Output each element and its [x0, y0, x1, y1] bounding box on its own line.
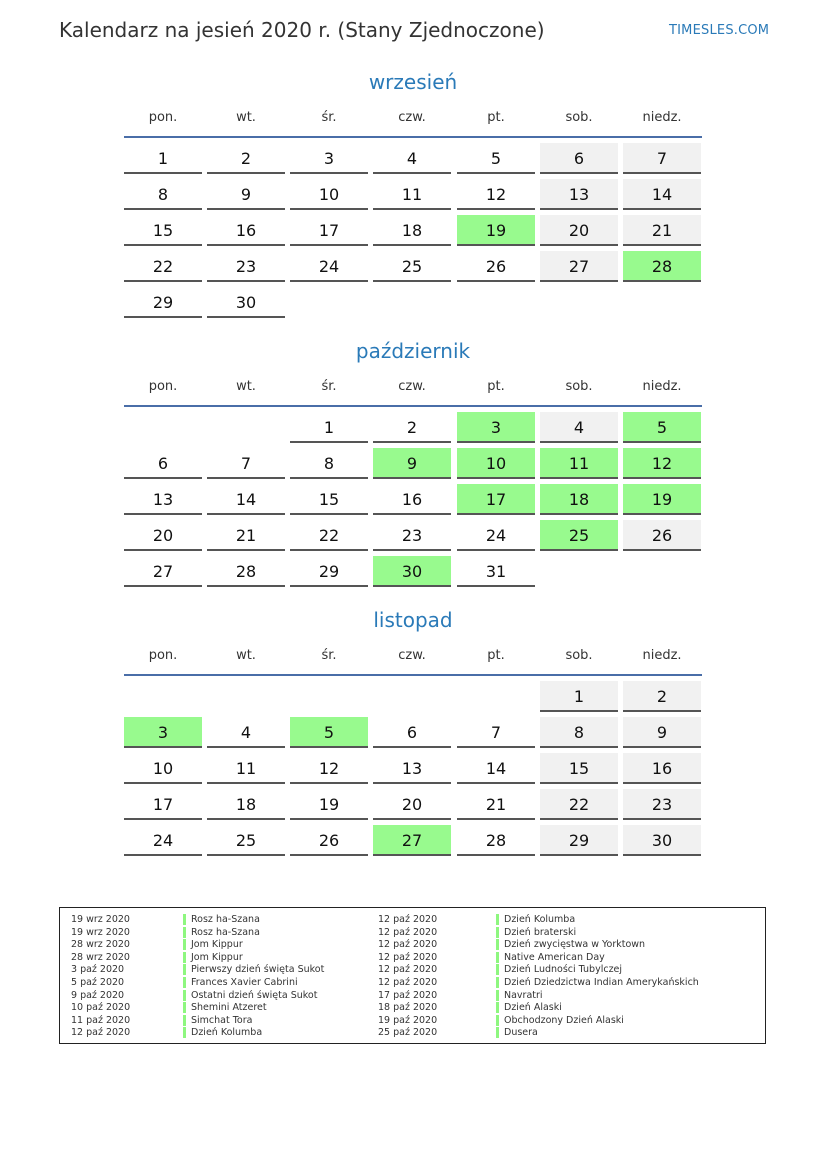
- legend-color-marker: [496, 939, 499, 950]
- weekday-header: wt.: [236, 379, 256, 394]
- legend-date: 28 wrz 2020: [71, 951, 130, 963]
- weekday-header: śr.: [321, 648, 337, 663]
- legend-date: 18 paź 2020: [378, 1002, 438, 1014]
- day-cell[interactable]: 15: [124, 215, 202, 246]
- legend-date: 12 paź 2020: [378, 914, 438, 925]
- day-cell[interactable]: 25: [207, 825, 285, 856]
- legend-date: 12 paź 2020: [378, 926, 438, 938]
- day-cell[interactable]: 13: [124, 484, 202, 515]
- day-cell[interactable]: 17: [290, 215, 368, 246]
- day-cell[interactable]: 12: [623, 448, 701, 479]
- day-cell[interactable]: 8: [540, 717, 618, 748]
- month-divider: [124, 136, 702, 138]
- legend-holiday-name: Dzień Kolumba: [504, 914, 576, 925]
- weekday-header: sob.: [565, 379, 593, 394]
- holiday-legend: [59, 907, 766, 1044]
- legend-holiday-name: Jom Kippur: [191, 951, 243, 963]
- day-cell[interactable]: 9: [207, 179, 285, 210]
- day-cell[interactable]: 6: [540, 143, 618, 174]
- legend-color-marker: [496, 990, 499, 1001]
- legend-row: [60, 927, 760, 939]
- day-cell[interactable]: 5: [457, 143, 535, 174]
- day-cell[interactable]: 11: [207, 753, 285, 784]
- legend-color-marker: [496, 952, 499, 963]
- brand-link[interactable]: TIMESLES.COM: [669, 23, 770, 38]
- month-divider: [124, 405, 702, 407]
- legend-row: [60, 964, 760, 976]
- day-cell[interactable]: 15: [290, 484, 368, 515]
- day-cell[interactable]: 23: [207, 251, 285, 282]
- legend-date: 19 paź 2020: [378, 1014, 438, 1026]
- month-1: [124, 70, 702, 370]
- day-cell[interactable]: 10: [124, 753, 202, 784]
- legend-date: 28 wrz 2020: [71, 939, 130, 951]
- month-3: [124, 608, 702, 908]
- day-cell[interactable]: 30: [373, 556, 451, 587]
- day-cell[interactable]: 15: [540, 753, 618, 784]
- day-cell[interactable]: 21: [207, 520, 285, 551]
- legend-holiday-name: Dzień Ludności Tubylczej: [504, 964, 623, 976]
- day-cell[interactable]: 2: [207, 143, 285, 174]
- day-cell[interactable]: 29: [540, 825, 618, 856]
- day-cell[interactable]: 21: [457, 789, 535, 820]
- legend-holiday-name: Dzień zwycięstwa w Yorktown: [504, 939, 646, 951]
- day-cell[interactable]: 29: [124, 287, 202, 318]
- day-cell[interactable]: 11: [373, 179, 451, 210]
- day-cell[interactable]: 27: [540, 251, 618, 282]
- day-cell[interactable]: 14: [623, 179, 701, 210]
- legend-color-marker: [496, 1027, 499, 1038]
- weekday-header: czw.: [398, 648, 426, 663]
- legend-color-marker: [496, 977, 499, 988]
- day-cell[interactable]: 17: [457, 484, 535, 515]
- day-cell[interactable]: 7: [457, 717, 535, 748]
- day-cell[interactable]: 9: [623, 717, 701, 748]
- legend-date: 10 paź 2020: [71, 1002, 131, 1014]
- legend-date: 5 paź 2020: [71, 977, 125, 988]
- day-cell[interactable]: 31: [457, 556, 535, 587]
- legend-color-marker: [496, 914, 499, 925]
- legend-holiday-name: Frances Xavier Cabrini: [191, 977, 298, 988]
- day-cell[interactable]: 11: [540, 448, 618, 479]
- legend-color-marker: [496, 1015, 499, 1026]
- legend-holiday-name: Dzień Kolumba: [191, 1027, 263, 1039]
- legend-color-marker: [496, 1002, 499, 1013]
- day-cell[interactable]: 7: [207, 448, 285, 479]
- legend-row: [60, 1027, 760, 1039]
- legend-holiday-name: Shemini Atzeret: [191, 1002, 267, 1014]
- legend-row: [60, 952, 760, 964]
- legend-row: [60, 939, 760, 951]
- weekday-header: pt.: [487, 379, 505, 394]
- legend-date: 12 paź 2020: [378, 951, 438, 963]
- legend-date: 12 paź 2020: [378, 939, 438, 951]
- day-cell[interactable]: 10: [457, 448, 535, 479]
- day-cell[interactable]: 16: [373, 484, 451, 515]
- day-cell[interactable]: 23: [373, 520, 451, 551]
- day-cell[interactable]: 2: [623, 681, 701, 712]
- legend-date: 12 paź 2020: [71, 1027, 131, 1039]
- day-cell[interactable]: 18: [373, 215, 451, 246]
- day-cell[interactable]: 7: [623, 143, 701, 174]
- legend-holiday-name: Rosz ha-Szana: [191, 914, 260, 925]
- day-cell[interactable]: 10: [290, 179, 368, 210]
- legend-row: [60, 977, 760, 989]
- legend-row: [60, 914, 760, 926]
- month-2: [124, 339, 702, 639]
- weekday-header: wt.: [236, 648, 256, 663]
- day-cell[interactable]: 16: [207, 215, 285, 246]
- day-cell[interactable]: 27: [124, 556, 202, 587]
- day-cell[interactable]: 27: [373, 825, 451, 856]
- month-title: wrzesień: [368, 70, 458, 94]
- day-cell[interactable]: 24: [124, 825, 202, 856]
- legend-holiday-name: Obchodzony Dzień Alaski: [504, 1014, 624, 1026]
- legend-row: [60, 1002, 760, 1014]
- legend-date: 17 paź 2020: [378, 989, 438, 1001]
- legend-holiday-name: Dzień braterski: [504, 926, 577, 938]
- legend-date: 9 paź 2020: [71, 989, 125, 1001]
- day-cell[interactable]: 13: [540, 179, 618, 210]
- weekday-header: pon.: [148, 648, 178, 663]
- day-cell[interactable]: 1: [290, 412, 368, 443]
- legend-date: 11 paź 2020: [71, 1014, 131, 1026]
- day-cell[interactable]: 4: [207, 717, 285, 748]
- weekday-header: niedz.: [642, 110, 682, 125]
- day-cell[interactable]: 25: [373, 251, 451, 282]
- day-cell[interactable]: 3: [124, 717, 202, 748]
- day-cell[interactable]: 12: [290, 753, 368, 784]
- day-cell[interactable]: 26: [623, 520, 701, 551]
- weekday-header: pon.: [148, 110, 178, 125]
- day-cell[interactable]: 28: [623, 251, 701, 282]
- legend-date: 19 wrz 2020: [71, 926, 130, 938]
- day-cell[interactable]: 1: [540, 681, 618, 712]
- day-cell[interactable]: 12: [457, 179, 535, 210]
- weekday-header: pt.: [487, 110, 505, 125]
- weekday-header: czw.: [398, 379, 426, 394]
- weekday-header: wt.: [236, 110, 256, 125]
- day-cell[interactable]: 9: [373, 448, 451, 479]
- day-cell[interactable]: 13: [373, 753, 451, 784]
- day-cell[interactable]: 22: [124, 251, 202, 282]
- weekday-header: sob.: [565, 110, 593, 125]
- day-cell[interactable]: 6: [124, 448, 202, 479]
- weekday-header: pt.: [487, 648, 505, 663]
- day-cell[interactable]: 8: [124, 179, 202, 210]
- day-cell[interactable]: 24: [290, 251, 368, 282]
- day-cell[interactable]: 17: [124, 789, 202, 820]
- day-cell[interactable]: 30: [207, 287, 285, 318]
- weekday-header: niedz.: [642, 648, 682, 663]
- day-cell[interactable]: 18: [207, 789, 285, 820]
- weekday-header: śr.: [321, 110, 337, 125]
- legend-date: 25 paź 2020: [378, 1027, 438, 1039]
- legend-color-marker: [496, 964, 499, 975]
- day-cell[interactable]: 23: [623, 789, 701, 820]
- day-cell[interactable]: 26: [290, 825, 368, 856]
- weekday-header: pon.: [148, 379, 178, 394]
- day-cell[interactable]: 18: [540, 484, 618, 515]
- day-cell[interactable]: 16: [623, 753, 701, 784]
- legend-holiday-name: Rosz ha-Szana: [191, 926, 260, 938]
- legend-holiday-name: Dzień Dziedzictwa Indian Amerykańskich: [504, 977, 699, 988]
- legend-date: 12 paź 2020: [378, 964, 438, 976]
- day-cell[interactable]: 20: [373, 789, 451, 820]
- day-cell[interactable]: 29: [290, 556, 368, 587]
- day-cell[interactable]: 6: [373, 717, 451, 748]
- page-title: Kalendarz na jesień 2020 r. (Stany Zjednoczone): [59, 18, 545, 42]
- day-cell[interactable]: 22: [540, 789, 618, 820]
- legend-holiday-name: Simchat Tora: [191, 1014, 253, 1026]
- day-cell[interactable]: 19: [623, 484, 701, 515]
- legend-holiday-name: Navratri: [504, 989, 543, 1001]
- day-cell[interactable]: 5: [290, 717, 368, 748]
- day-cell[interactable]: 4: [373, 143, 451, 174]
- day-cell[interactable]: 20: [540, 215, 618, 246]
- legend-holiday-name: Jom Kippur: [191, 939, 243, 951]
- day-cell[interactable]: 28: [207, 556, 285, 587]
- weekday-header: sob.: [565, 648, 593, 663]
- weekday-header: niedz.: [642, 379, 682, 394]
- day-cell[interactable]: 24: [457, 520, 535, 551]
- day-cell[interactable]: 28: [457, 825, 535, 856]
- day-cell[interactable]: 22: [290, 520, 368, 551]
- day-cell[interactable]: 26: [457, 251, 535, 282]
- day-cell[interactable]: 25: [540, 520, 618, 551]
- day-cell[interactable]: 30: [623, 825, 701, 856]
- day-cell[interactable]: 5: [623, 412, 701, 443]
- legend-row: [60, 1015, 760, 1027]
- month-divider: [124, 674, 702, 676]
- day-cell[interactable]: 4: [540, 412, 618, 443]
- day-cell[interactable]: 20: [124, 520, 202, 551]
- day-cell[interactable]: 19: [290, 789, 368, 820]
- day-cell[interactable]: 8: [290, 448, 368, 479]
- month-title: listopad: [373, 608, 453, 632]
- day-cell[interactable]: 19: [457, 215, 535, 246]
- legend-color-marker: [496, 927, 499, 938]
- legend-holiday-name: Native American Day: [504, 951, 605, 963]
- weekday-header: śr.: [321, 379, 337, 394]
- day-cell[interactable]: 14: [457, 753, 535, 784]
- legend-holiday-name: Dusera: [504, 1027, 538, 1039]
- day-cell[interactable]: 14: [207, 484, 285, 515]
- legend-row: [60, 990, 760, 1002]
- legend-holiday-name: Ostatni dzień święta Sukot: [191, 989, 318, 1001]
- legend-date: 19 wrz 2020: [71, 914, 130, 925]
- day-cell[interactable]: 21: [623, 215, 701, 246]
- day-cell[interactable]: 3: [290, 143, 368, 174]
- legend-holiday-name: Dzień Alaski: [504, 1002, 562, 1014]
- day-cell[interactable]: 2: [373, 412, 451, 443]
- month-title: październik: [355, 339, 471, 363]
- weekday-header: czw.: [398, 110, 426, 125]
- legend-holiday-name: Pierwszy dzień święta Sukot: [191, 964, 325, 976]
- legend-date: 3 paź 2020: [71, 964, 125, 976]
- day-cell[interactable]: 1: [124, 143, 202, 174]
- day-cell[interactable]: 3: [457, 412, 535, 443]
- legend-date: 12 paź 2020: [378, 977, 438, 988]
